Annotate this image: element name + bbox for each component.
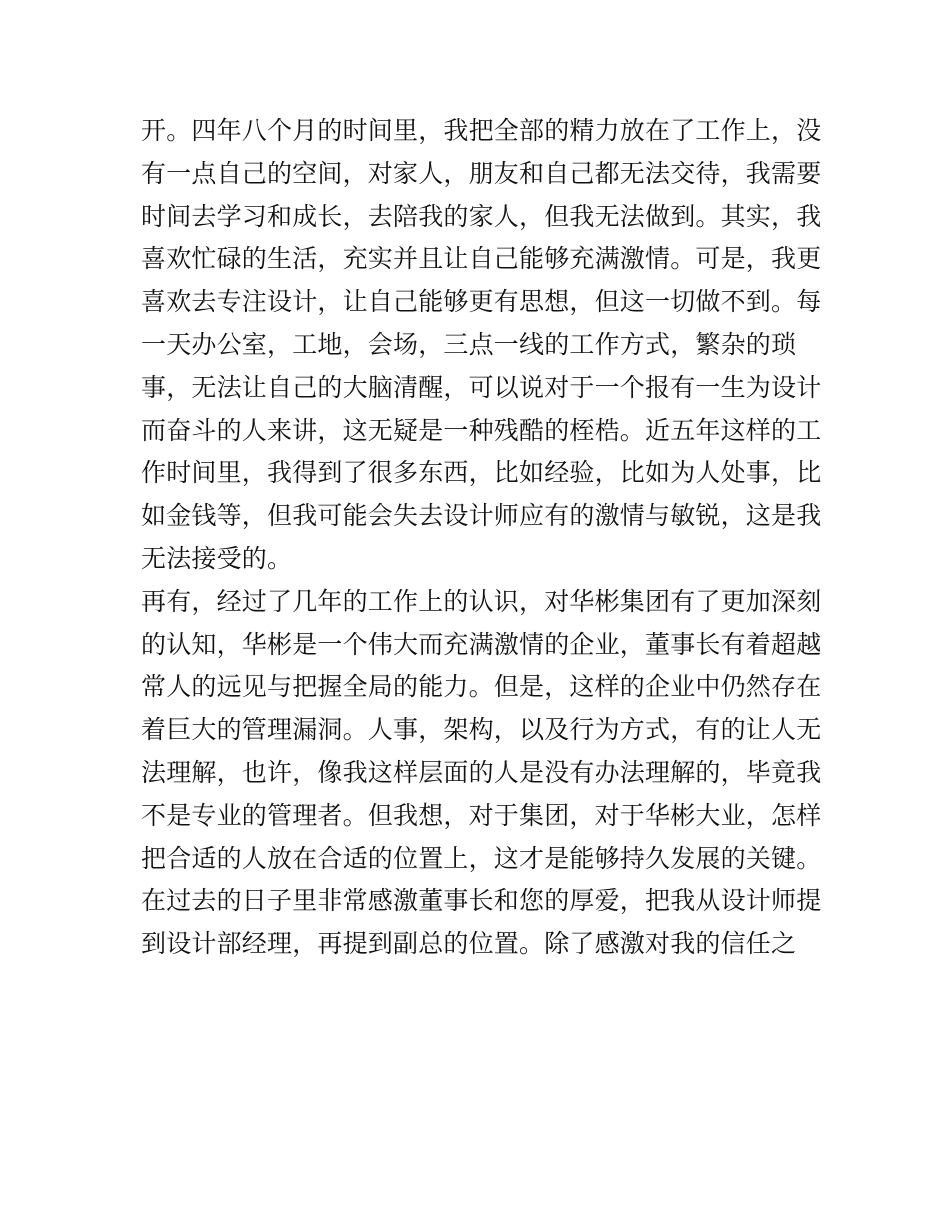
text-line: 把合适的人放在合适的位置上，这才是能够持久发展的关键。 — [141, 843, 821, 873]
text-line: 事，无法让自己的大脑清醒，可以说对于一个报有一生为设计 — [141, 372, 821, 402]
text-line: 常人的远见与把握全局的能力。但是，这样的企业中仍然存在 — [141, 672, 821, 702]
text-line: 时间去学习和成长，去陪我的家人，但我无法做到。其实，我 — [141, 201, 821, 231]
text-line: 再有，经过了几年的工作上的认识，对华彬集团有了更加深刻 — [141, 586, 821, 616]
paragraph-1 — [141, 110, 821, 581]
document-body — [141, 110, 821, 966]
paragraph-3 — [141, 880, 821, 966]
text-line: 有一点自己的空间，对家人，朋友和自己都无法交待，我需要 — [141, 158, 821, 188]
text-line: 开。四年八个月的时间里，我把全部的精力放在了工作上，没 — [141, 116, 821, 145]
text-line: 着巨大的管理漏洞。人事，架构，以及行为方式，有的让人无 — [141, 715, 821, 745]
text-line: 如金钱等，但我可能会失去设计师应有的激情与敏锐，这是我 — [141, 501, 821, 531]
text-line: 的认知，华彬是一个伟大而充满激情的企业，董事长有着超越 — [141, 629, 821, 659]
text-line: 在过去的日子里非常感激董事长和您的厚爱，把我从设计师提 — [141, 886, 821, 916]
text-line: 到设计部经理，再提到副总的位置。除了感激对我的信任之 — [141, 929, 797, 959]
text-line: 喜欢忙碌的生活，充实并且让自己能够充满激情。可是，我更 — [141, 244, 821, 274]
paragraph-2 — [141, 581, 821, 881]
text-line: 法理解，也许，像我这样层面的人是没有办法理解的，毕竟我 — [141, 757, 821, 787]
text-line: 而奋斗的人来讲，这无疑是一种残酷的桎梏。近五年这样的工 — [141, 415, 821, 445]
text-line: 喜欢去专注设计，让自己能够更有思想，但这一切做不到。每 — [141, 287, 821, 317]
text-line: 无法接受的。 — [141, 543, 293, 573]
text-line: 不是专业的管理者。但我想，对于集团，对于华彬大业，怎样 — [141, 800, 821, 830]
text-line: 一天办公室，工地，会场，三点一线的工作方式，繁杂的琐 — [141, 329, 797, 359]
text-line: 作时间里，我得到了很多东西，比如经验，比如为人处事，比 — [141, 458, 821, 488]
